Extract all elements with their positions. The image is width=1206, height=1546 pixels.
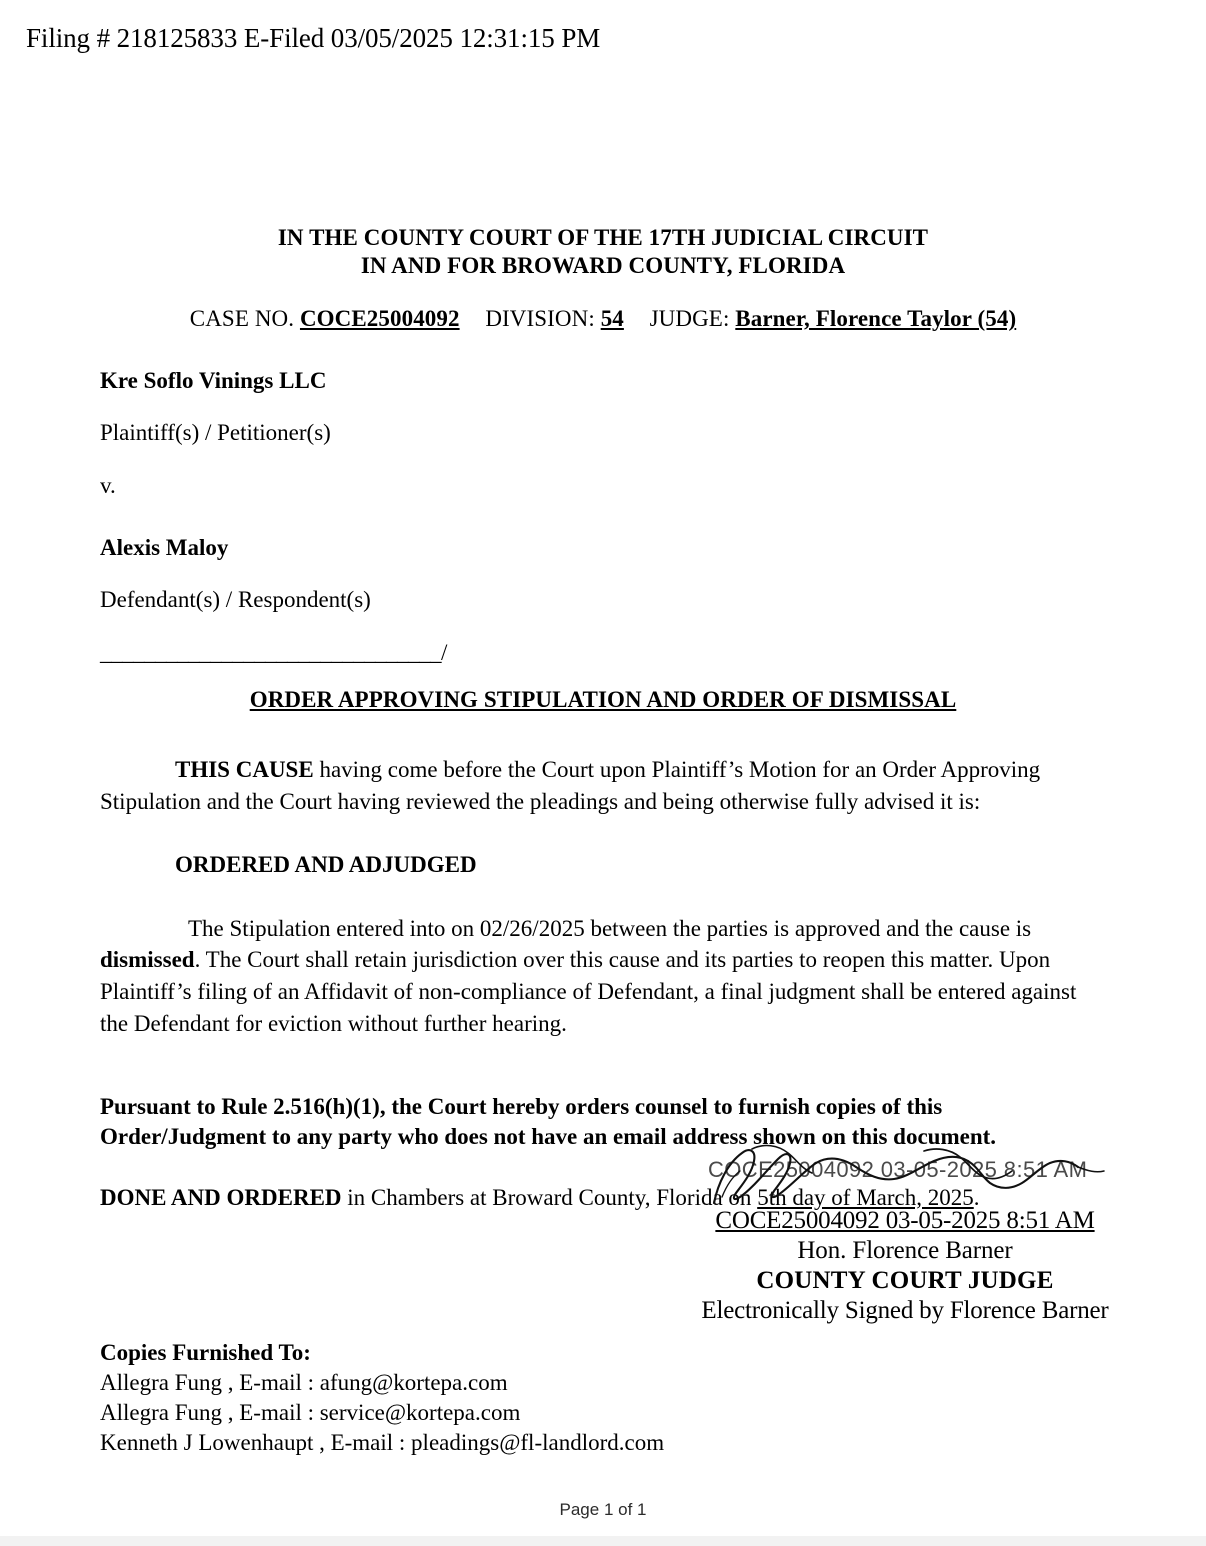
efiling-header: Filing # 218125833 E-Filed 03/05/2025 12:31:15 PM <box>26 23 601 53</box>
stipulation-part-2: . The Court shall retain jurisdiction over this cause and its parties to reopen this matter. Upon Plaintiff’s filing of an Affidavit of non-compliance of Defendant, a final judgment shall be entered against the Defendant for eviction without further hearing. <box>100 947 1077 1036</box>
copies-recipient: Allegra Fung , E-mail : service@kortepa.com <box>100 1400 521 1426</box>
copies-recipient: Allegra Fung , E-mail : afung@kortepa.com <box>100 1370 508 1396</box>
rule-notice-line-2: Order/Judgment to any party who does not have an email address shown on this document. <box>100 1124 997 1150</box>
document-title: ORDER APPROVING STIPULATION AND ORDER OF DISMISSAL <box>249 687 957 713</box>
case-no-label: CASE NO. <box>189 306 295 332</box>
defendant-role: Defendant(s) / Respondent(s) <box>100 587 371 613</box>
done-ordered-mid: in Chambers at Broward County, Florida on <box>341 1184 758 1210</box>
rule-notice-line-1: Pursuant to Rule 2.516(h)(1), the Court hereby orders counsel to furnish copies of this <box>100 1093 943 1119</box>
electronic-signature-note: Electronically Signed by Florence Barner <box>701 1297 1109 1324</box>
case-no-value: COCE25004092 <box>299 306 460 332</box>
scan-edge-band <box>0 1536 1206 1546</box>
page-footer: Page 1 of 1 <box>559 1500 647 1519</box>
copies-furnished-section <box>100 1338 664 1459</box>
division-label: DIVISION: <box>485 306 595 332</box>
case-info-line <box>100 306 1106 332</box>
done-ordered-lead: DONE AND ORDERED <box>100 1184 342 1210</box>
signature-stamp-overlay-text: COCE25004092 03-05-2025 8:51 AM <box>708 1157 1088 1182</box>
paragraph-this-cause <box>100 754 1106 817</box>
judge-honorific: Hon. Florence Barner <box>797 1237 1013 1264</box>
plaintiff-name: Kre Soflo Vinings LLC <box>100 368 327 394</box>
copies-furnished-title: Copies Furnished To: <box>100 1340 311 1365</box>
paragraph-stipulation <box>100 913 1106 1040</box>
defendant-name: Alexis Maloy <box>100 535 229 561</box>
done-ordered-end: . <box>973 1184 980 1210</box>
court-title-line-1: IN THE COUNTY COURT OF THE 17TH JUDICIAL CIRCUIT <box>277 225 929 250</box>
versus-label: v. <box>100 473 116 499</box>
stipulation-dismissed: dismissed <box>100 947 195 973</box>
copies-recipient: Kenneth J Lowenhaupt , E-mail : pleadings@fl-landlord.com <box>100 1430 665 1456</box>
court-title <box>100 224 1106 280</box>
done-ordered-date: 5th day of March, 2025 <box>757 1184 974 1210</box>
judge-role: COUNTY COURT JUDGE <box>756 1267 1054 1294</box>
signature-stamp-area <box>700 1145 1110 1207</box>
stipulation-part-1: The Stipulation entered into on 02/26/2025 between the parties is approved and the cause is <box>188 915 1032 941</box>
this-cause-rest: having come before the Court upon Plaintiff’s Motion for an Order Approving Stipulation and the Court having reviewed the pleadings and being otherwise fully advised it is: <box>100 757 1041 814</box>
caption-divider: _______________________________/ <box>100 640 447 666</box>
plaintiff-role: Plaintiff(s) / Petitioner(s) <box>100 420 331 446</box>
signature-block <box>700 1145 1110 1325</box>
judge-value: Barner, Florence Taylor (54) <box>735 306 1017 332</box>
court-title-line-2: IN AND FOR BROWARD COUNTY, FLORIDA <box>360 253 846 279</box>
document-content <box>100 0 1106 1211</box>
this-cause-lead: THIS CAUSE <box>175 757 314 783</box>
handwritten-signature-icon <box>692 1137 1112 1209</box>
division-value: 54 <box>600 306 624 332</box>
judge-label: JUDGE: <box>649 306 730 332</box>
ordered-and-adjudged-heading: ORDERED AND ADJUDGED <box>175 851 477 877</box>
signature-stamp-line: COCE25004092 03-05-2025 8:51 AM <box>715 1207 1095 1234</box>
